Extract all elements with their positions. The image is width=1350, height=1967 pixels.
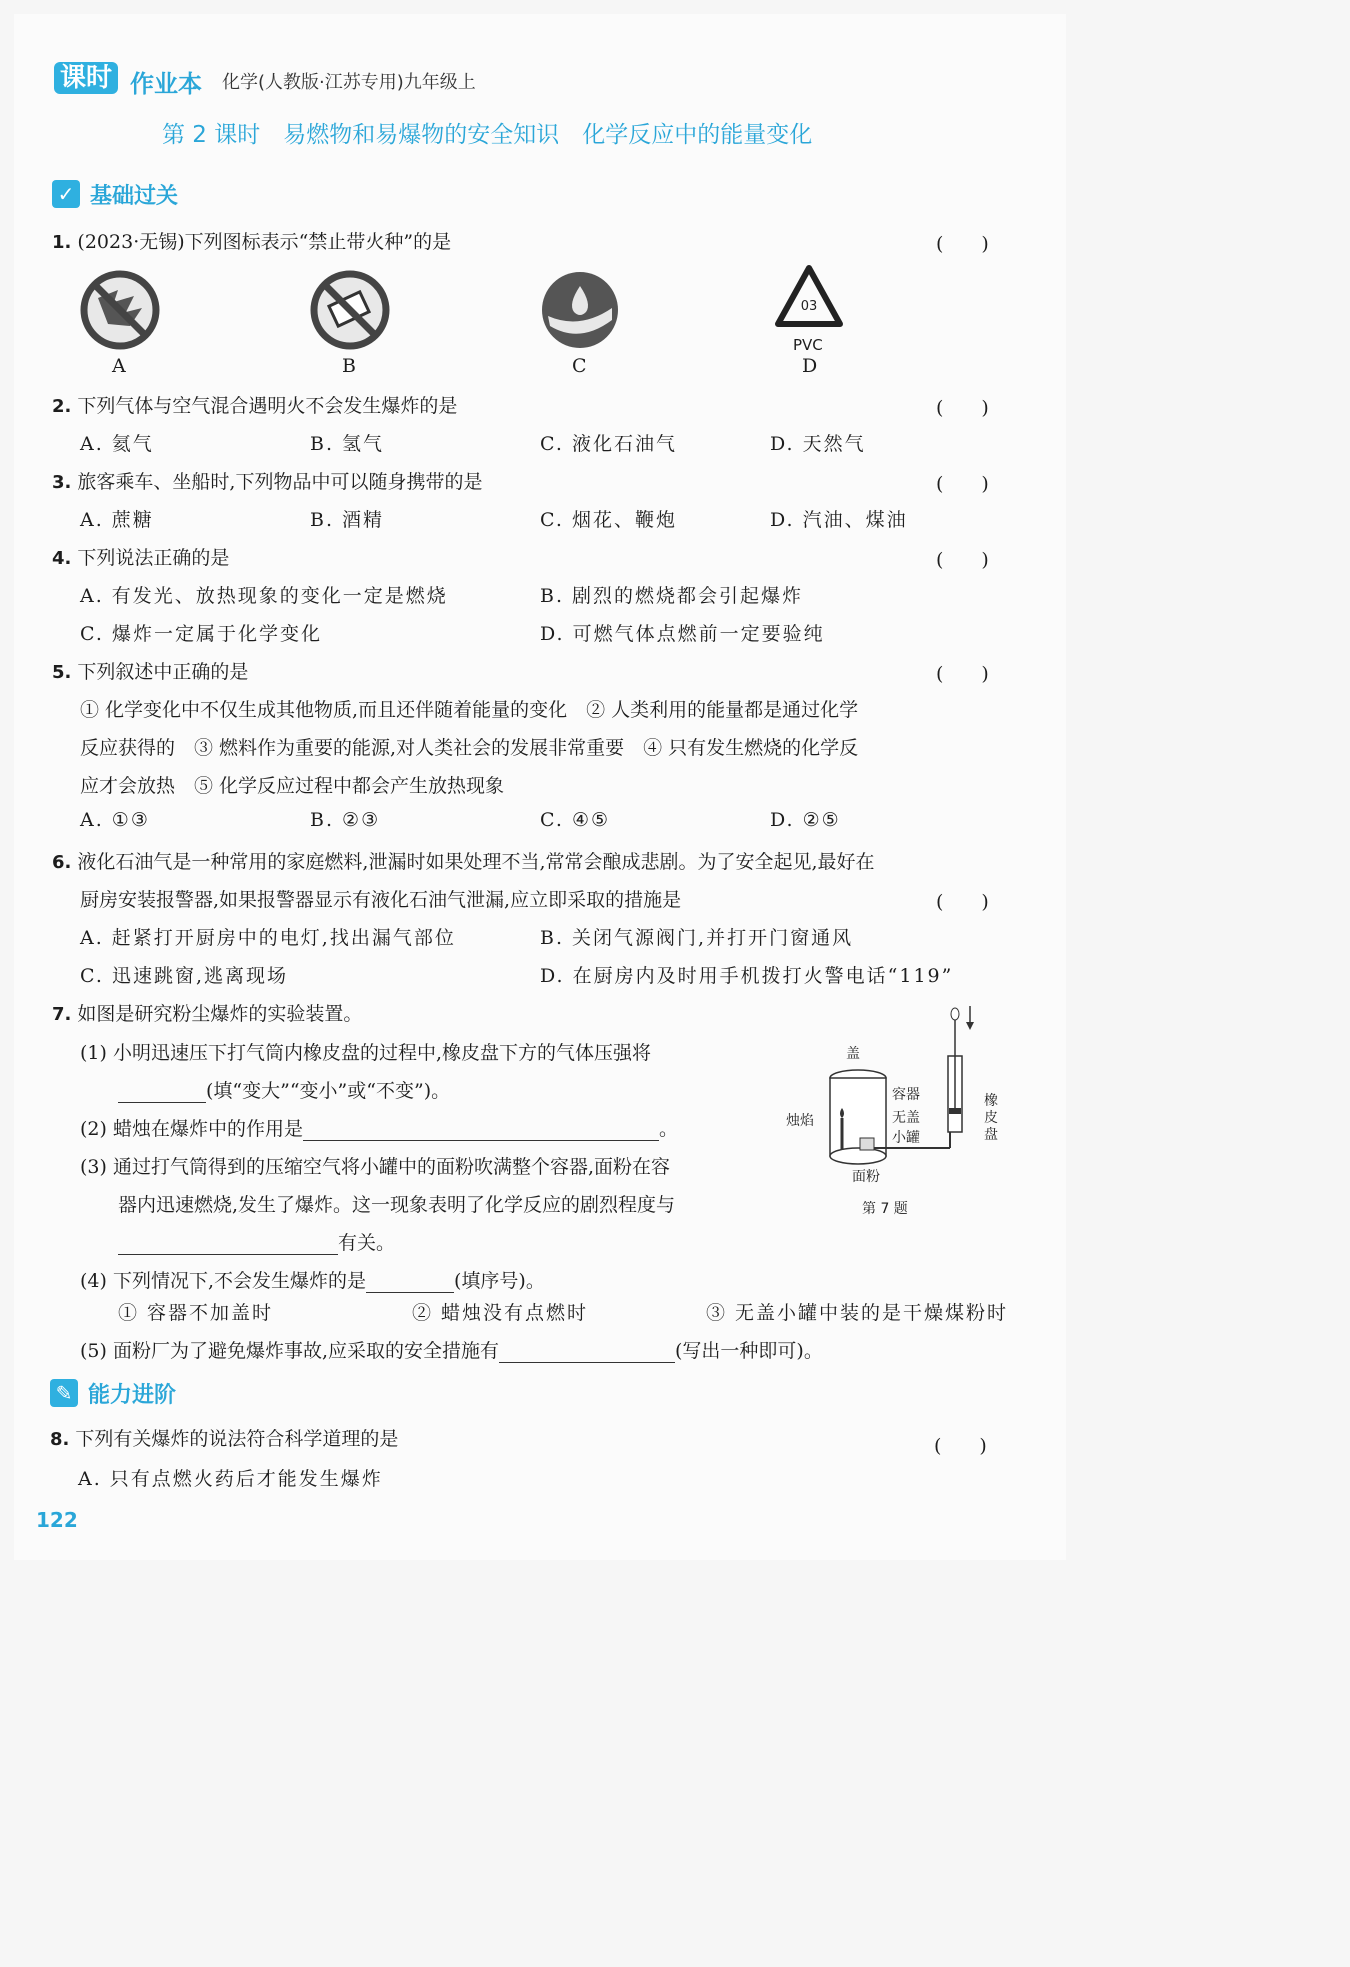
label-flour: 面粉: [852, 1169, 880, 1185]
question-1: [52, 227, 451, 254]
subquestion-text: (5) 面粉厂为了避免爆炸事故,应采取的安全措施有: [80, 1340, 499, 1362]
option: B. 关闭气源阀门,并打开门窗通风: [540, 927, 854, 949]
question-text: 液化石油气是一种常用的家庭燃料,泄漏时如果处理不当,常常会酿成悲剧。为了安全起见,最好在: [77, 851, 875, 873]
answer-blank[interactable]: [499, 1342, 675, 1363]
option: A. 只有点燃火药后才能发生爆炸: [78, 1468, 383, 1490]
question-text: 下列气体与空气混合遇明火不会发生爆炸的是: [77, 395, 458, 417]
pencil-icon: ✎: [50, 1379, 78, 1407]
question-text: 旅客乘车、坐船时,下列物品中可以随身携带的是: [77, 471, 483, 493]
option-label: B: [342, 355, 356, 377]
label-candle: 烛焰: [786, 1113, 814, 1129]
figure-caption: 第 7 题: [862, 1201, 908, 1217]
option: C. 迅速跳窗,逃离现场: [80, 965, 288, 987]
period: 。: [658, 1118, 678, 1140]
option: D. 天然气: [770, 433, 866, 455]
question-text: 下列说法正确的是: [77, 547, 230, 569]
answer-blank[interactable]: [118, 1082, 206, 1103]
blank-hint: (填“变大”“变小”或“不变”)。: [206, 1080, 451, 1102]
option: ③ 无盖小罐中装的是干燥煤粉时: [706, 1302, 1009, 1324]
recycle-label: PVC: [793, 336, 823, 354]
option-label: C: [572, 355, 587, 377]
recycle-code: 03: [800, 299, 818, 314]
question-6: [52, 847, 875, 874]
label-rubber-1: 橡: [984, 1093, 998, 1109]
recycle-icon: [772, 262, 846, 338]
subquestion-4: [80, 1266, 545, 1293]
option: C. 爆炸一定属于化学变化: [80, 623, 322, 645]
question-text: 厨房安装报警器,如果报警器显示有液化石油气泄漏,应立即采取的措施是: [80, 889, 682, 911]
subquestion-5: [80, 1336, 823, 1363]
option: ① 容器不加盖时: [118, 1302, 274, 1324]
lesson-title: 第 2 课时 易燃物和易爆物的安全知识 化学反应中的能量变化: [162, 122, 813, 148]
option-label: A: [112, 355, 126, 377]
section-title-basic: 基础过关: [90, 184, 179, 209]
option: A. ①③: [80, 809, 150, 831]
answer-paren: ( ): [936, 233, 989, 255]
no-matches-sign-icon: [308, 268, 392, 352]
subquestion-3-cont: 器内迅速燃烧,发生了爆炸。这一现象表明了化学反应的剧烈程度与: [118, 1194, 676, 1216]
water-drop-sign-icon: [538, 268, 622, 352]
question-number: 3.: [52, 472, 72, 493]
question-5: [52, 657, 248, 684]
option: C. 液化石油气: [540, 433, 677, 455]
question-8: [50, 1424, 398, 1451]
answer-paren: ( ): [936, 549, 989, 571]
question-number: 6.: [52, 852, 72, 873]
answer-paren: ( ): [936, 473, 989, 495]
page-number: 122: [36, 1508, 78, 1532]
question-number: 5.: [52, 662, 72, 683]
option: A. 氦气: [80, 433, 154, 455]
answer-blank[interactable]: [366, 1272, 454, 1293]
subquestion-3-cont: [118, 1228, 395, 1255]
label-container: 容器: [892, 1087, 920, 1103]
option: B. ②③: [310, 809, 381, 831]
label-rubber-3: 盘: [984, 1127, 998, 1143]
question-number: 2.: [52, 396, 72, 417]
blank-hint: (填序号)。: [454, 1270, 545, 1292]
question-text: (2023·无锡)下列图标表示“禁止带火种”的是: [77, 231, 452, 253]
question-text: 下列叙述中正确的是: [77, 661, 249, 683]
question-2: [52, 391, 457, 418]
question-number: 1.: [52, 232, 72, 253]
question-3: [52, 467, 482, 494]
statement-line: ① 化学变化中不仅生成其他物质,而且还伴随着能量的变化 ② 人类利用的能量都是通过化学: [80, 699, 859, 721]
option: A. 赶紧打开厨房中的电灯,找出漏气部位: [80, 927, 456, 949]
option: C. ④⑤: [540, 809, 611, 831]
checkbox-icon: ✓: [52, 180, 80, 208]
label-lid: 盖: [846, 1046, 860, 1062]
label-rubber-2: 皮: [984, 1110, 998, 1126]
answer-paren: ( ): [934, 1435, 987, 1457]
answer-blank[interactable]: [118, 1234, 338, 1255]
blank-hint: (写出一种即可)。: [675, 1340, 823, 1362]
subquestion-2: [80, 1114, 678, 1141]
option: ② 蜡烛没有点燃时: [412, 1302, 589, 1324]
option: B. 酒精: [310, 509, 385, 531]
answer-paren: ( ): [936, 663, 989, 685]
book-subtitle: 化学(人教版·江苏专用)九年级上: [222, 72, 476, 93]
book-title: 作业本: [130, 70, 202, 98]
question-7: [52, 999, 362, 1026]
answer-blank[interactable]: [303, 1120, 659, 1141]
option: A. 有发光、放热现象的变化一定是燃烧: [80, 585, 448, 607]
option: A. 蔗糖: [80, 509, 154, 531]
statement-line: 反应获得的 ③ 燃料作为重要的能源,对人类社会的发展非常重要 ④ 只有发生燃烧的化学反: [80, 737, 859, 759]
subquestion-1-cont: [118, 1076, 450, 1103]
question-number: 8.: [50, 1429, 70, 1450]
subquestion-text: (4) 下列情况下,不会发生爆炸的是: [80, 1270, 366, 1292]
answer-paren: ( ): [936, 891, 989, 913]
no-fire-sign-icon: [78, 268, 162, 352]
statement-line: 应才会放热 ⑤ 化学反应过程中都会产生放热现象: [80, 775, 505, 797]
label-can-1: 无盖: [892, 1110, 920, 1126]
option: D. ②⑤: [770, 809, 841, 831]
option: D. 汽油、煤油: [770, 509, 908, 531]
option: D. 在厨房内及时用手机拨打火警电话“119”: [540, 965, 954, 987]
subquestion-1: (1) 小明迅速压下打气筒内橡皮盘的过程中,橡皮盘下方的气体压强将: [80, 1042, 651, 1064]
question-text: 如图是研究粉尘爆炸的实验装置。: [77, 1003, 363, 1025]
answer-paren: ( ): [936, 397, 989, 419]
question-4: [52, 543, 229, 570]
option: C. 烟花、鞭炮: [540, 509, 677, 531]
section-title-advanced: 能力进阶: [88, 1383, 177, 1408]
option-label: D: [802, 355, 818, 377]
option: B. 氢气: [310, 433, 385, 455]
label-can-2: 小罐: [892, 1130, 920, 1146]
option: D. 可燃气体点燃前一定要验纯: [540, 623, 825, 645]
question-number: 7.: [52, 1004, 72, 1025]
subquestion-3: (3) 通过打气筒得到的压缩空气将小罐中的面粉吹满整个容器,面粉在容: [80, 1156, 670, 1178]
subquestion-text: 有关。: [338, 1232, 396, 1254]
subquestion-text: (2) 蜡烛在爆炸中的作用是: [80, 1118, 303, 1140]
option: B. 剧烈的燃烧都会引起爆炸: [540, 585, 804, 607]
question-text: 下列有关爆炸的说法符合科学道理的是: [75, 1428, 399, 1450]
series-logo: 课时: [54, 62, 118, 94]
question-number: 4.: [52, 548, 72, 569]
